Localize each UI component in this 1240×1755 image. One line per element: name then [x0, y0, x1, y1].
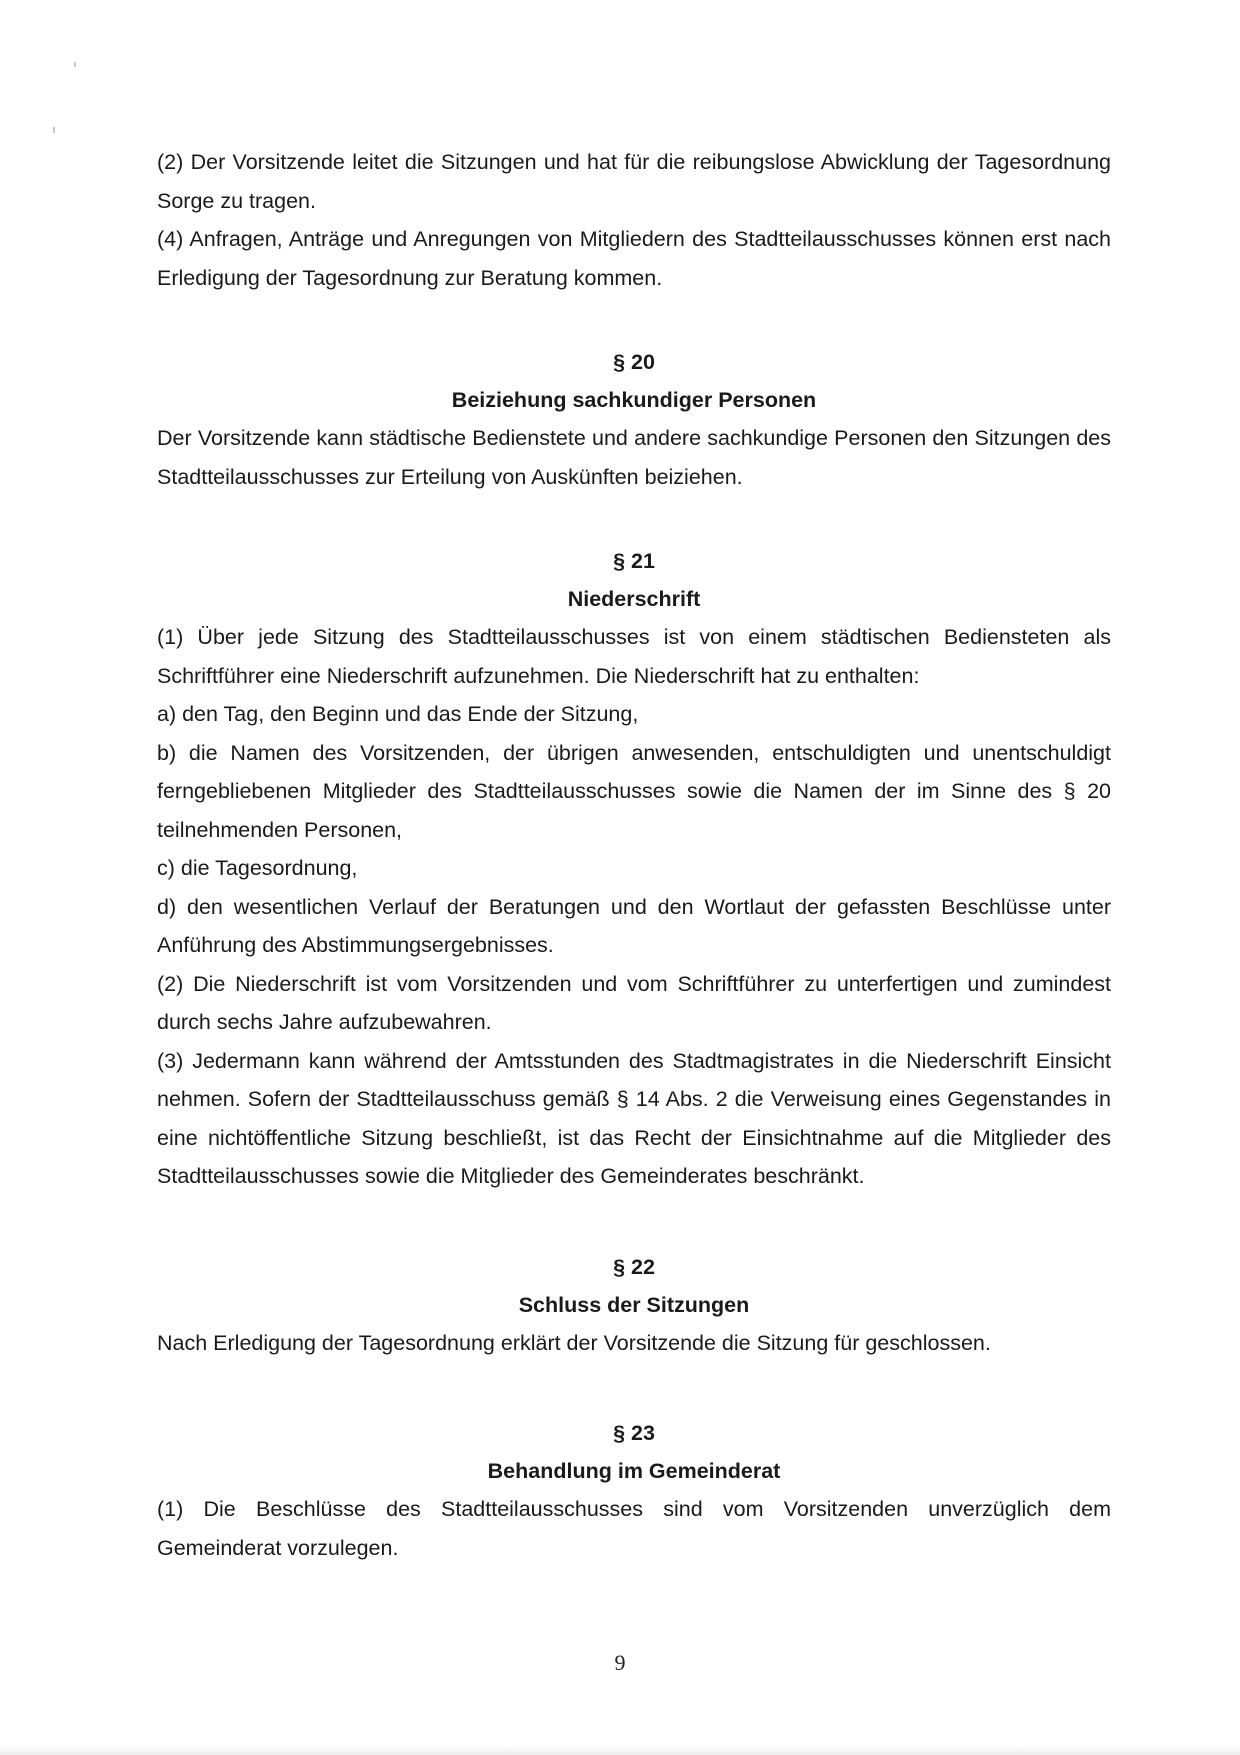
paragraph: (3) Jedermann kann während der Amtsstunden des Stadtmagistrates in die Niederschrift Einsicht nehmen. Sofern der Stadtteilausschuss gemäß § 14 Abs. 2 die Verweisung eines Gegenstandes in eine nichtöffentliche Sitzung beschließt, ist das Recht der Einsichtnahme auf die Mitglieder des Stadtteilausschusses sowie die Mitglieder des Gemeinderates beschränkt.: [157, 1048, 1111, 1188]
section-heading-23: [157, 1414, 1111, 1490]
document-body: [157, 143, 1111, 1567]
scan-artifact: [74, 62, 76, 67]
list-item: a) den Tag, den Beginn und das Ende der Sitzung,: [157, 702, 639, 726]
section-number: § 20: [613, 350, 655, 374]
paragraph: (1) Über jede Sitzung des Stadtteilausschusses ist von einem städtischen Bediensteten als Schriftführer eine Niederschrift aufzunehmen. Die Niederschrift hat zu enthalten:: [157, 625, 1111, 688]
list-item: b) die Namen des Vorsitzenden, der übrigen anwesenden, entschuldigten und unentschuldigt ferngebliebenen Mitglieder des Stadtteilausschusses sowie die Namen der im Sinne des § 20 teilnehmenden Personen,: [157, 740, 1111, 842]
section-title: Niederschrift: [567, 587, 701, 611]
section-number: § 22: [613, 1254, 655, 1279]
paragraph: (1) Die Beschlüsse des Stadtteilausschusses sind vom Vorsitzenden unverzüglich dem Gemeinderat vorzulegen.: [157, 1497, 1111, 1560]
section-title: Beiziehung sachkundiger Personen: [451, 388, 817, 412]
paragraph: Der Vorsitzende kann städtische Bedienstete und andere sachkundige Personen den Sitzungen des Stadtteilausschusses zur Erteilung von Auskünften beiziehen.: [157, 426, 1111, 489]
list-item: c) die Tagesordnung,: [157, 856, 358, 880]
section-heading-21: [157, 542, 1111, 618]
list-item: d) den wesentlichen Verlauf der Beratungen und den Wortlaut der gefassten Beschlüsse unter Anführung des Abstimmungsergebnisses.: [157, 894, 1111, 957]
section-title: Schluss der Sitzungen: [518, 1292, 750, 1317]
section-title: Behandlung im Gemeinderat: [487, 1459, 781, 1483]
page-number: 9: [614, 1650, 626, 1675]
scan-artifact: [53, 127, 55, 133]
section-heading-22: [157, 1248, 1111, 1324]
section-heading-20: [157, 343, 1111, 419]
paragraph: (2) Die Niederschrift ist vom Vorsitzenden und vom Schriftführer zu unterfertigen und zumindest durch sechs Jahre aufzubewahren.: [157, 971, 1111, 1034]
section-number: § 21: [613, 549, 655, 573]
scan-edge: [0, 1745, 1240, 1755]
paragraph: (4) Anfragen, Anträge und Anregungen von Mitgliedern des Stadtteilausschusses können erst nach Erledigung der Tagesordnung zur Beratung kommen.: [157, 227, 1111, 290]
section-number: § 23: [613, 1421, 655, 1445]
paragraph: (2) Der Vorsitzende leitet die Sitzungen und hat für die reibungslose Abwicklung der Tagesordnung Sorge zu tragen.: [157, 150, 1111, 213]
paragraph: Nach Erledigung der Tagesordnung erklärt der Vorsitzende die Sitzung für geschlossen.: [157, 1330, 991, 1355]
